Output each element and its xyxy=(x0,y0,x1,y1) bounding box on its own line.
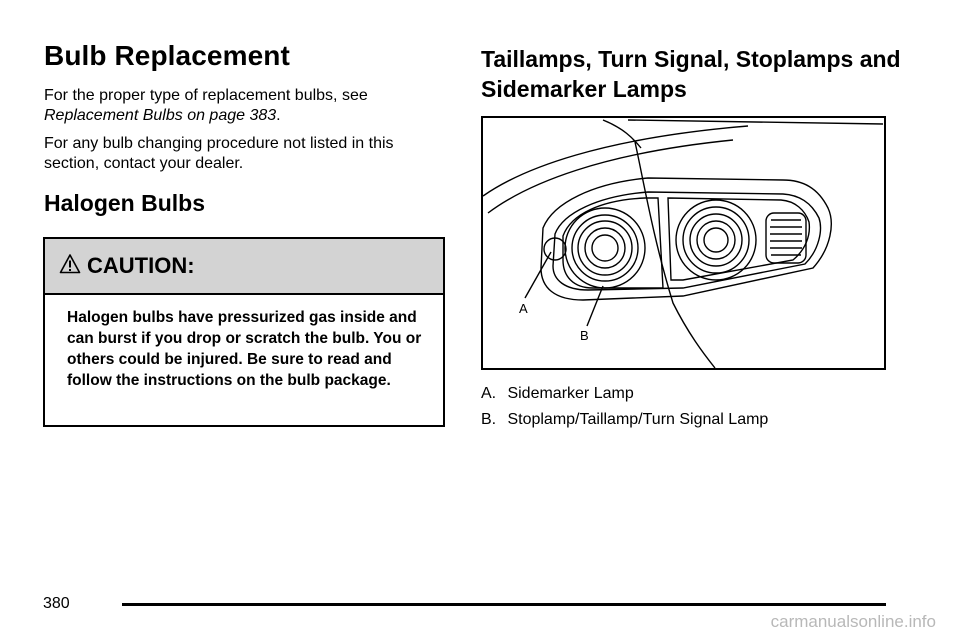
section-heading-taillamps: Taillamps, Turn Signal, Stoplamps and Sidemarker Lamps xyxy=(481,46,901,102)
callout-b-label: B xyxy=(580,328,589,343)
intro-text: For the proper type of replacement bulbs, see xyxy=(44,87,368,104)
caution-text: Halogen bulbs have pressurized gas inside and can burst if you drop or scratch the bulb. You or others could be injured. Be sure to read and follow the instructions on the bulb package. xyxy=(67,309,422,389)
caution-box xyxy=(43,237,445,427)
callout-a-label: A xyxy=(519,301,528,316)
cross-reference-link[interactable]: Replacement Bulbs on page 383 xyxy=(44,107,277,124)
legend-text: Sidemarker Lamp xyxy=(507,385,634,402)
watermark-text: carmanualsonline.info xyxy=(770,612,936,631)
page-title: Bulb Replacement xyxy=(44,40,290,71)
footer-divider xyxy=(122,603,886,606)
dealer-paragraph: For any bulb changing procedure not listed in this section, contact your dealer. xyxy=(44,135,394,172)
warning-triangle-icon xyxy=(59,253,81,275)
caution-title: CAUTION: xyxy=(87,253,195,278)
legend-item xyxy=(481,410,768,430)
page-number: 380 xyxy=(43,595,70,612)
legend-text: Stoplamp/Taillamp/Turn Signal Lamp xyxy=(507,411,769,428)
section-heading-halogen: Halogen Bulbs xyxy=(44,190,206,216)
taillamp-drawing xyxy=(483,118,884,368)
legend-item xyxy=(481,384,634,404)
taillamp-illustration xyxy=(481,116,886,370)
intro-period: . xyxy=(276,107,281,124)
legend-key: B. xyxy=(481,411,497,428)
intro-paragraph xyxy=(44,86,444,126)
caution-header xyxy=(45,239,443,295)
legend-key: A. xyxy=(481,385,497,402)
